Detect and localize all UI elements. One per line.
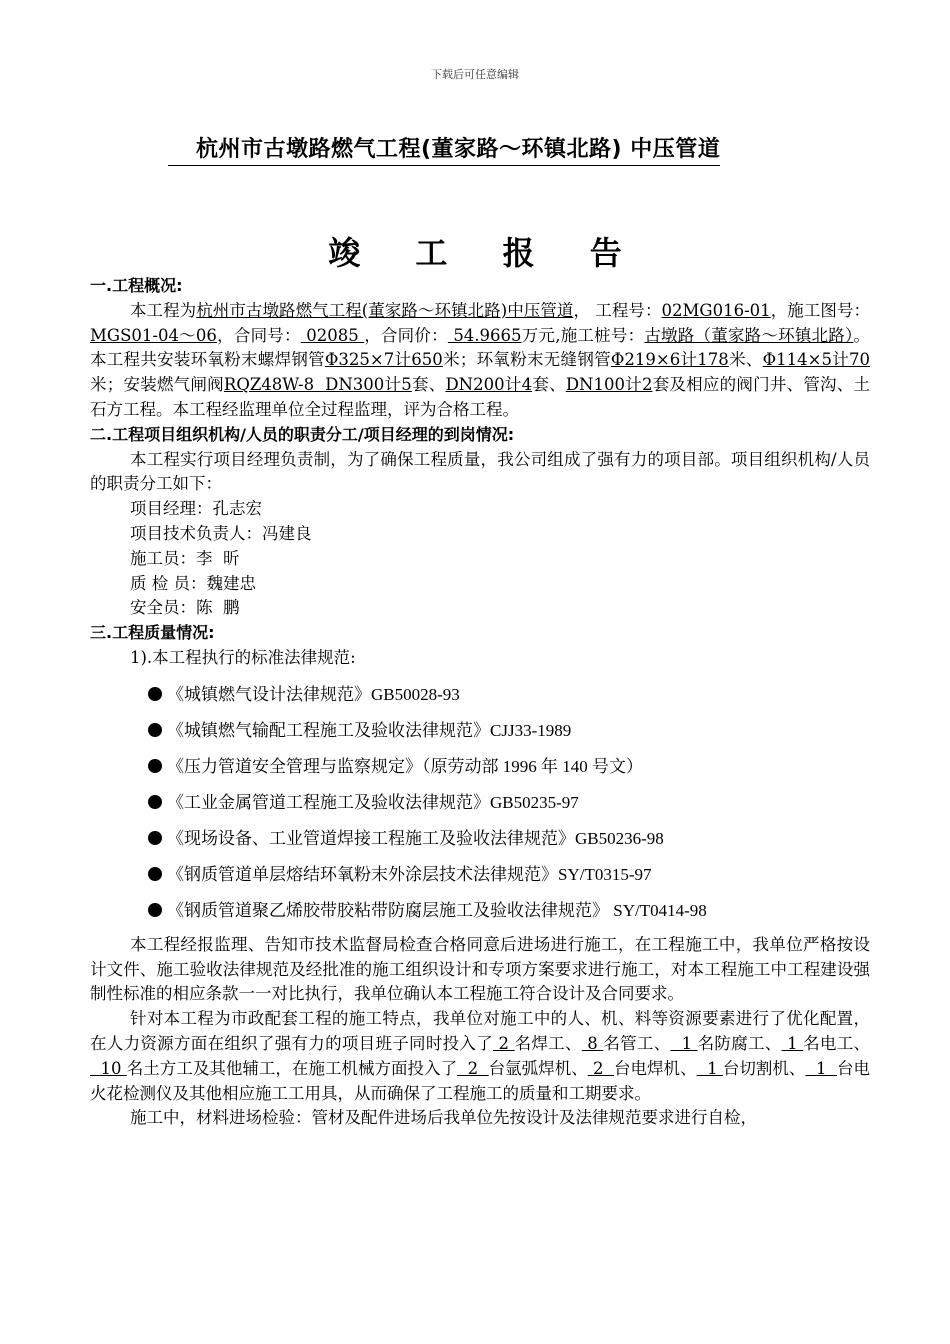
staff-line: 项目经理：孔志宏 bbox=[130, 499, 262, 519]
resources-text: 台切割机、 bbox=[722, 1058, 806, 1078]
project-name: 杭州市古墩路燃气工程(董家路～环镇北路)中压管道 bbox=[196, 300, 574, 320]
valve-spec-dn200: DN200计4 bbox=[445, 375, 533, 395]
resources-text: 名焊工、 bbox=[514, 1033, 582, 1053]
section-heading-organization: 二.工程项目组织机构/人员的职责分工/项目经理的到岗情况: bbox=[90, 424, 515, 444]
overview-text: 套、 bbox=[411, 375, 446, 395]
bullet-icon bbox=[148, 903, 162, 917]
overview-text: 套、 bbox=[532, 375, 566, 395]
resources-text: 名电工、 bbox=[803, 1033, 871, 1053]
standard-text: 《钢质管道聚乙烯胶带胶粘带防腐层施工及验收法律规范》 SY/T0414-98 bbox=[167, 900, 707, 920]
standards-intro: 1).本工程执行的标准法律规范: bbox=[130, 647, 356, 667]
standard-text: 《压力管道安全管理与监察规定》（原劳动部 1996 年 140 号文） bbox=[167, 756, 643, 776]
list-item bbox=[90, 785, 870, 821]
report-title: 竣 工 报 告 bbox=[328, 234, 644, 272]
spark-tester-count: 1 bbox=[805, 1058, 837, 1078]
standards-list bbox=[90, 677, 870, 929]
staff-line: 项目技术负责人：冯建良 bbox=[130, 523, 312, 543]
station-number: 古墩路（董家路～环镇北路） bbox=[644, 325, 854, 345]
bullet-icon bbox=[148, 831, 162, 845]
standard-text: 《城镇燃气设计法律规范》GB50028-93 bbox=[167, 684, 460, 704]
standard-text: 《钢质管道单层熔结环氧粉末外涂层技术法律规范》SY/T0315-97 bbox=[167, 864, 652, 884]
resources-text: 台电火花检测仪及其他相应施工工用具，从而确保了工程施工的质量和工期要求。 bbox=[90, 1058, 871, 1103]
section-heading-quality: 三.工程质量情况: bbox=[90, 623, 215, 643]
header-note: 下载后可任意编辑 bbox=[431, 68, 519, 81]
quality-paragraph-materials: 施工中，材料进场检验：管材及配件进场后我单位先按设计及法律规范要求进行自检， bbox=[130, 1108, 757, 1128]
project-title: 杭州市古墩路燃气工程(董家路～环镇北路) 中压管道 bbox=[168, 132, 720, 166]
contract-number: 02085 bbox=[300, 325, 365, 345]
overview-text: 米、 bbox=[728, 350, 763, 370]
staff-line: 安全员：陈 鹏 bbox=[130, 598, 240, 618]
overview-text: 米；安装燃气闸阀 bbox=[90, 375, 224, 395]
resources-text: 针对本工程为市政配套工程的施工特点，我单位对施工中的人、机、料等资源要素进行了优化配置，在人力资源方面在组织了强有力的项目班子同时投入了 bbox=[90, 1009, 870, 1053]
resources-text: 名土方工及其他辅工，在施工机械方面投入了 bbox=[126, 1058, 458, 1078]
document-body bbox=[90, 274, 870, 1131]
overview-paragraph bbox=[90, 299, 870, 423]
standard-text: 《工业金属管道工程施工及验收法律规范》GB50235-97 bbox=[167, 792, 579, 812]
resources-text: 台氩弧焊机、 bbox=[488, 1058, 588, 1078]
staff-line: 质 检 员：魏建忠 bbox=[130, 573, 256, 593]
anticorrosion-worker-count: 1 bbox=[670, 1033, 698, 1053]
pipe-worker-count: 8 bbox=[581, 1033, 604, 1053]
resources-text: 台电焊机、 bbox=[614, 1058, 697, 1078]
list-item bbox=[90, 821, 870, 857]
resources-text: 名防腐工、 bbox=[697, 1033, 782, 1053]
section-heading-overview: 一.工程概况: bbox=[90, 276, 183, 295]
overview-text: ，施工图号： bbox=[770, 300, 871, 320]
list-item bbox=[90, 713, 870, 749]
standard-text: 《城镇燃气输配工程施工及验收法律规范》CJJ33-1989 bbox=[167, 720, 572, 740]
pipe-spec-219: Φ219×6计178 bbox=[610, 350, 729, 370]
organization-intro: 本工程实行项目经理负责制，为了确保工程质量，我公司组成了强有力的项目部。项目组织机构/人员的职责分工如下： bbox=[90, 449, 870, 494]
overview-text: ，合同号： bbox=[216, 325, 301, 345]
pipe-spec-325: Φ325×7计650 bbox=[324, 350, 443, 370]
bullet-icon bbox=[148, 687, 162, 701]
welder-count: 2 bbox=[493, 1033, 515, 1053]
resources-text: 名管工、 bbox=[603, 1033, 671, 1053]
overview-text: ， 工程号： bbox=[573, 300, 662, 320]
list-item bbox=[90, 857, 870, 893]
valve-spec-dn300: RQZ48W-8 DN300计5 bbox=[223, 375, 412, 395]
list-item bbox=[90, 893, 870, 929]
argon-welder-count: 2 bbox=[457, 1058, 489, 1078]
quality-paragraph-inspection: 本工程经报监理、告知市技术监督局检查合格同意后进场进行施工，在工程施工中，我单位严格按设计文件、施工验收法律规范及经批准的施工组织设计和专项方案要求进行施工，对本工程施工中工程建设强制性标准的相应条款一一对比执行，我单位确认本工程施工符合设计及合同要求。 bbox=[90, 934, 870, 1004]
overview-text: 套及相应的阀门井、管沟、土石方工程。本工程经监理单位全过程监理，评为合格工程。 bbox=[90, 375, 871, 419]
list-item bbox=[90, 677, 870, 713]
bullet-icon bbox=[148, 795, 162, 809]
overview-text: 万元,施工桩号： bbox=[521, 325, 645, 345]
standard-text: 《现场设备、工业管道焊接工程施工及验收法律规范》GB50236-98 bbox=[167, 828, 664, 848]
overview-text: ，合同价： bbox=[364, 325, 448, 345]
list-item bbox=[90, 749, 870, 785]
overview-text: 米；环氧粉末无缝钢管 bbox=[442, 350, 611, 370]
project-number: 02MG016-01 bbox=[661, 300, 771, 320]
staff-line: 施工员：李 昕 bbox=[130, 548, 240, 568]
overview-text: 。本工程共安装环氧粉末螺焊钢管 bbox=[90, 325, 871, 370]
electric-welder-count: 2 bbox=[587, 1058, 615, 1078]
drawing-number: MGS01-04～06 bbox=[90, 325, 217, 345]
bullet-icon bbox=[148, 867, 162, 881]
overview-text: 本工程为 bbox=[130, 300, 197, 320]
bullet-icon bbox=[148, 759, 162, 773]
earth-worker-count: 10 bbox=[90, 1058, 127, 1078]
contract-price: 54.9665 bbox=[447, 325, 522, 345]
electrician-count: 1 bbox=[781, 1033, 804, 1053]
quality-paragraph-resources bbox=[90, 1007, 870, 1106]
cutter-count: 1 bbox=[696, 1058, 723, 1078]
bullet-icon bbox=[148, 723, 162, 737]
valve-spec-dn100: DN100计2 bbox=[565, 375, 653, 395]
pipe-spec-114: Φ114×5计70 bbox=[762, 350, 871, 370]
